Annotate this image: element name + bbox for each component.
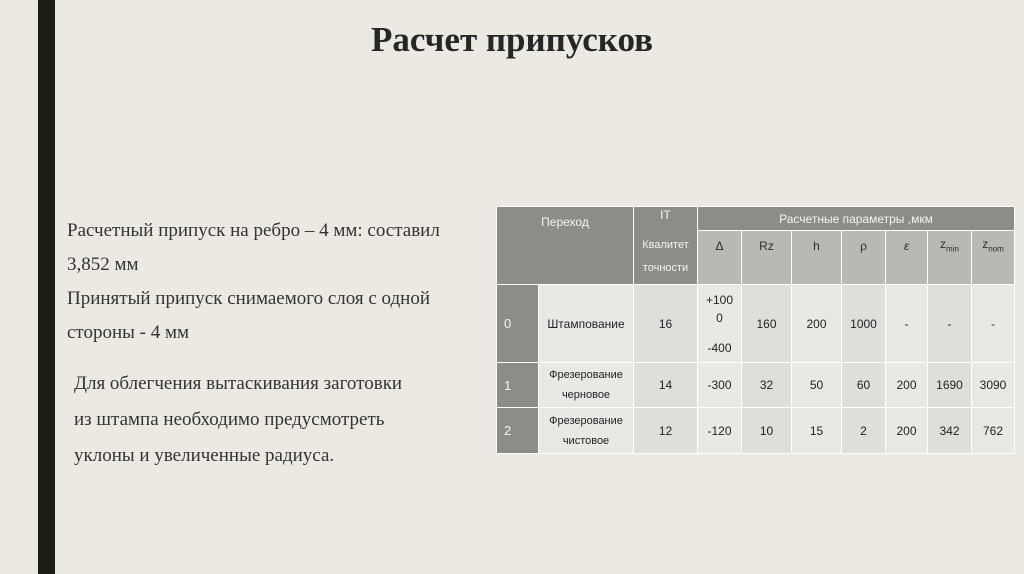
allowance-paragraph [67,214,477,350]
row-znom: - [972,285,1015,363]
header-eps: ε [886,231,928,285]
row-zmin: - [928,285,972,363]
row-rz: 10 [742,408,792,454]
row-rz: 32 [742,363,792,408]
paragraph-line: из штампа необходимо предусмотреть [74,409,385,430]
row-grade: 12 [634,408,698,454]
table-row [497,285,1015,363]
row-number: 0 [497,285,539,363]
row-znom: 3090 [972,363,1015,408]
row-znom: 762 [972,408,1015,454]
row-delta: -300 [698,363,742,408]
paragraph-line: Расчетный припуск на ребро – 4 мм: составил [67,220,440,241]
slide-title: Расчет припусков [370,20,654,59]
table-row [497,363,1015,408]
row-rho: 2 [842,408,886,454]
row-eps: - [886,285,928,363]
header-grade: IT Квалитет точности [634,207,698,285]
paragraph-line: 3,852 мм [67,254,139,275]
row-operation: Фрезерование черновое [539,363,634,408]
header-transition: Переход [497,207,634,285]
row-h: 50 [792,363,842,408]
row-rz: 160 [742,285,792,363]
row-h: 200 [792,285,842,363]
row-rho: 1000 [842,285,886,363]
header-params: Расчетные параметры ,мкм [698,207,1015,231]
row-rho: 60 [842,363,886,408]
side-accent-bar [38,0,55,574]
header-rho: ρ [842,231,886,285]
paragraph-line: Принятый припуск снимаемого слоя с одной [67,288,431,309]
draft-angle-paragraph [74,366,434,474]
row-number: 2 [497,408,539,454]
row-eps: 200 [886,408,928,454]
header-zmin: $z_{min}$ [928,231,972,285]
row-delta: -120 [698,408,742,454]
paragraph-line: уклоны и увеличенные радиуса. [74,445,335,466]
paragraph-line: Для облегчения вытаскивания заготовки [74,373,403,394]
header-delta: Δ [698,231,742,285]
row-h: 15 [792,408,842,454]
table-row [497,408,1015,454]
paragraph-line: стороны - 4 мм [67,322,190,343]
row-number: 1 [497,363,539,408]
header-h: h [792,231,842,285]
row-operation: Фрезерование чистовое [539,408,634,454]
row-operation: Штампование [539,285,634,363]
row-zmin: 1690 [928,363,972,408]
header-znom: $z_{nom}$ [972,231,1015,285]
row-zmin: 342 [928,408,972,454]
allowance-table [496,206,1015,454]
header-rz: Rz [742,231,792,285]
row-grade: 14 [634,363,698,408]
row-grade: 16 [634,285,698,363]
row-delta: +100 0 -400 [698,285,742,363]
row-eps: 200 [886,363,928,408]
